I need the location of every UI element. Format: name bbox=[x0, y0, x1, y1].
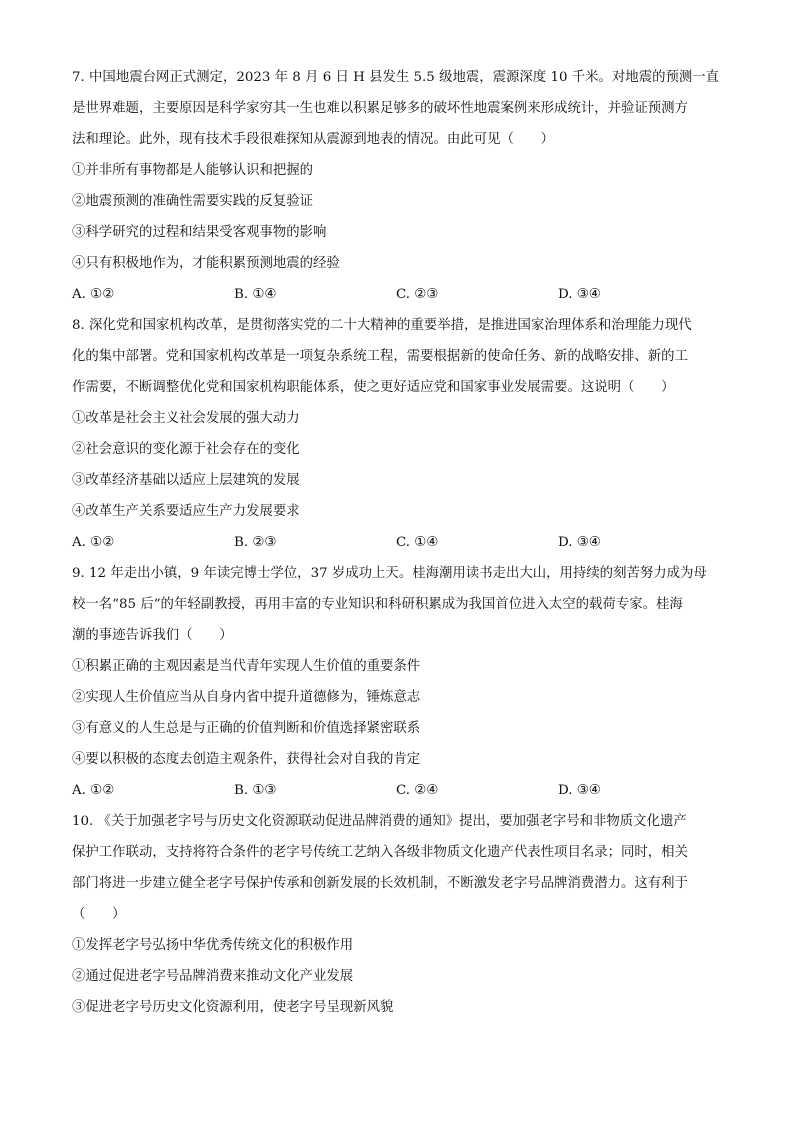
question-stem-line: 潮的事迹告诉我们（ ） bbox=[72, 628, 233, 643]
statement-item: ②社会意识的变化源于社会存在的变化 bbox=[72, 442, 300, 457]
statement-item: ③科学研究的过程和结果受客观事物的影响 bbox=[72, 225, 327, 240]
answer-options bbox=[72, 775, 724, 806]
question-stem-line: 法和理论。此外，现有技术手段很难探知从震源到地表的情况。由此可见（ ） bbox=[72, 132, 555, 147]
statement-item: ②通过促进老字号品牌消费来推动文化产业发展 bbox=[72, 969, 354, 984]
statement-item: ②地震预测的准确性需要实践的反复验证 bbox=[72, 194, 314, 209]
question-stem-line: 9. 12 年走出小镇，9 年读完博士学位，37 岁成功上天。桂海潮用读书走出大山，用持续的刻苦努力成为母 bbox=[72, 566, 707, 581]
statement-item: ①积累正确的主观因素是当代青年实现人生价值的重要条件 bbox=[72, 659, 421, 674]
option-a: A. ①② bbox=[72, 535, 115, 550]
answer-options bbox=[72, 527, 724, 558]
option-a: A. ①② bbox=[72, 783, 115, 798]
statement-item: ③改革经济基础以适应上层建筑的发展 bbox=[72, 473, 300, 488]
document-page bbox=[72, 62, 724, 1023]
statement-item: ③有意义的人生总是与正确的价值判断和价值选择紧密联系 bbox=[72, 721, 421, 736]
option-b: B. ②③ bbox=[234, 535, 277, 550]
question-stem-line: 作需要，不断调整优化党和国家机构职能体系，使之更好适应党和国家事业发展需要。这说明（ ） bbox=[72, 380, 675, 395]
statement-item: ③促进老字号历史文化资源利用，使老字号呈现新风貌 bbox=[72, 1000, 394, 1015]
statement-item: ①并非所有事物都是人能够认识和把握的 bbox=[72, 163, 314, 178]
question-stem-line: 保护工作联动，支持将符合条件的老字号传统工艺纳入各级非物质文化遗产代表性项目名录；同时，相关 bbox=[72, 845, 688, 860]
question-stem-line: 7. 中国地震台网正式测定，2023 年 8 月 6 日 H 县发生 5.5 级地震，震源深度 10 千米。对地震的预测一直 bbox=[72, 70, 720, 85]
question-stem-line: 化的集中部署。党和国家机构改革是一项复杂系统工程，需要根据新的使命任务、新的战略安排、新的工 bbox=[72, 349, 688, 364]
statement-item: ①发挥老字号弘扬中华优秀传统文化的积极作用 bbox=[72, 938, 354, 953]
statement-item: ④要以积极的态度去创造主观条件，获得社会对自我的肯定 bbox=[72, 752, 421, 767]
option-c: C. ②③ bbox=[396, 287, 439, 302]
question-stem-line: 校一名“85 后”的年轻副教授，再用丰富的专业知识和科研积累成为我国首位进入太空的载荷专家。桂海 bbox=[72, 597, 683, 612]
question-stem-line: 8. 深化党和国家机构改革，是贯彻落实党的二十大精神的重要举措，是推进国家治理体系和治理能力现代 bbox=[72, 318, 692, 333]
question-stem-line: （ ） bbox=[72, 907, 126, 922]
option-d: D. ③④ bbox=[558, 783, 601, 798]
option-d: D. ③④ bbox=[558, 287, 601, 302]
question-stem-line: 部门将进一步建立健全老字号保护传承和创新发展的长效机制，不断激发老字号品牌消费潜力。这有利于 bbox=[72, 876, 688, 891]
question-stem-line: 是世界难题，主要原因是科学家穷其一生也难以积累足够多的破坏性地震案例来形成统计，并验证预测方 bbox=[72, 101, 688, 116]
option-d: D. ③④ bbox=[558, 535, 601, 550]
answer-options bbox=[72, 279, 724, 310]
statement-item: ②实现人生价值应当从自身内省中提升道德修为，锤炼意志 bbox=[72, 690, 421, 705]
question-7 bbox=[72, 62, 724, 310]
statement-item: ④只有积极地作为，才能积累预测地震的经验 bbox=[72, 256, 340, 271]
question-10 bbox=[72, 806, 724, 1023]
option-c: C. ①④ bbox=[396, 535, 439, 550]
question-9 bbox=[72, 558, 724, 806]
option-a: A. ①② bbox=[72, 287, 115, 302]
option-c: C. ②④ bbox=[396, 783, 439, 798]
statement-item: ①改革是社会主义社会发展的强大动力 bbox=[72, 411, 300, 426]
option-b: B. ①③ bbox=[234, 783, 277, 798]
option-b: B. ①④ bbox=[234, 287, 277, 302]
question-stem-line: 10. 《关于加强老字号与历史文化资源联动促进品牌消费的通知》提出，要加强老字号和非物质文化遗产 bbox=[72, 814, 687, 829]
question-8 bbox=[72, 310, 724, 558]
statement-item: ④改革生产关系要适应生产力发展要求 bbox=[72, 504, 300, 519]
